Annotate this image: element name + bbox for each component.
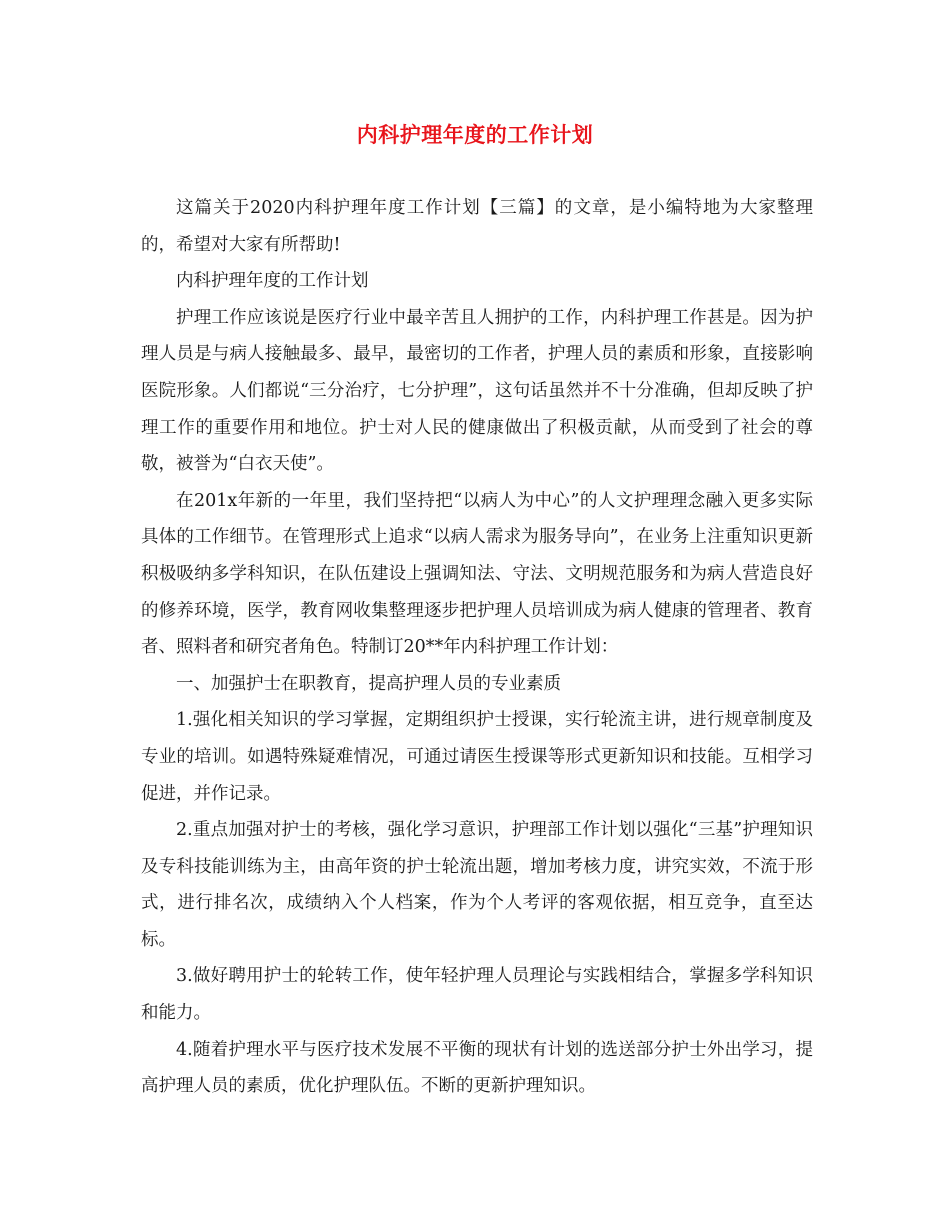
body-paragraph: 护理工作应该说是医疗行业中最辛苦且人拥护的工作，内科护理工作甚是。因为护理人员是与病人接触最多、最早，最密切的工作者，护理人员的素质和形象，直接影响医院形象。人们都说“三分治疗，七分护理”，这句话虽然并不十分准确，但却反映了护理工作的重要作用和地位。护士对人民的健康做出了积极贡献，从而受到了社会的尊敬，被誉为“白衣天使”。 xyxy=(141,307,813,475)
list-item: 1.强化相关知识的学习掌握，定期组织护士授课，实行轮流主讲，进行规章制度及专业的培训。如遇特殊疑难情况，可通过请医生授课等形式更新知识和技能。互相学习促进，并作记录。 xyxy=(141,710,813,804)
subsection-heading: 一、加强护士在职教育，提高护理人员的专业素质 xyxy=(176,673,561,694)
list-item: 4.随着护理水平与医疗技术发展不平衡的现状有计划的选送部分护士外出学习，提高护理人员的素质，优化护理队伍。不断的更新护理知识。 xyxy=(141,1039,813,1097)
section-heading: 内科护理年度的工作计划 xyxy=(176,271,369,292)
list-item: 2.重点加强对护士的考核，强化学习意识，护理部工作计划以强化“三基”护理知识及专科技能训练为主，由高年资的护士轮流出题，增加考核力度，讲究实效，不流于形式，进行排名次，成绩纳入个人档案，作为个人考评的客观依据，相互竞争，直至达标。 xyxy=(141,820,813,950)
document-title: 内科护理年度的工作计划 xyxy=(356,122,594,147)
document-body xyxy=(141,190,813,1105)
list-item: 3.做好聘用护士的轮转工作，使年轻护理人员理论与实践相结合，掌握多学科知识和能力。 xyxy=(141,966,813,1024)
intro-paragraph: 这篇关于2020内科护理年度工作计划【三篇】的文章，是小编特地为大家整理的，希望对大家有所帮助! xyxy=(141,198,813,255)
body-paragraph: 在201x年新的一年里，我们坚持把“以病人为中心”的人文护理理念融入更多实际具体的工作细节。在管理形式上追求“以病人需求为服务导向”，在业务上注重知识更新积极吸纳多学科知识，在队伍建设上强调知法、守法、文明规范服务和为病人营造良好的修养环境，医学，教育网收集整理逐步把护理人员培训成为病人健康的管理者、教育者、照料者和研究者角色。特制订20**年内科护理工作计划： xyxy=(141,490,813,658)
